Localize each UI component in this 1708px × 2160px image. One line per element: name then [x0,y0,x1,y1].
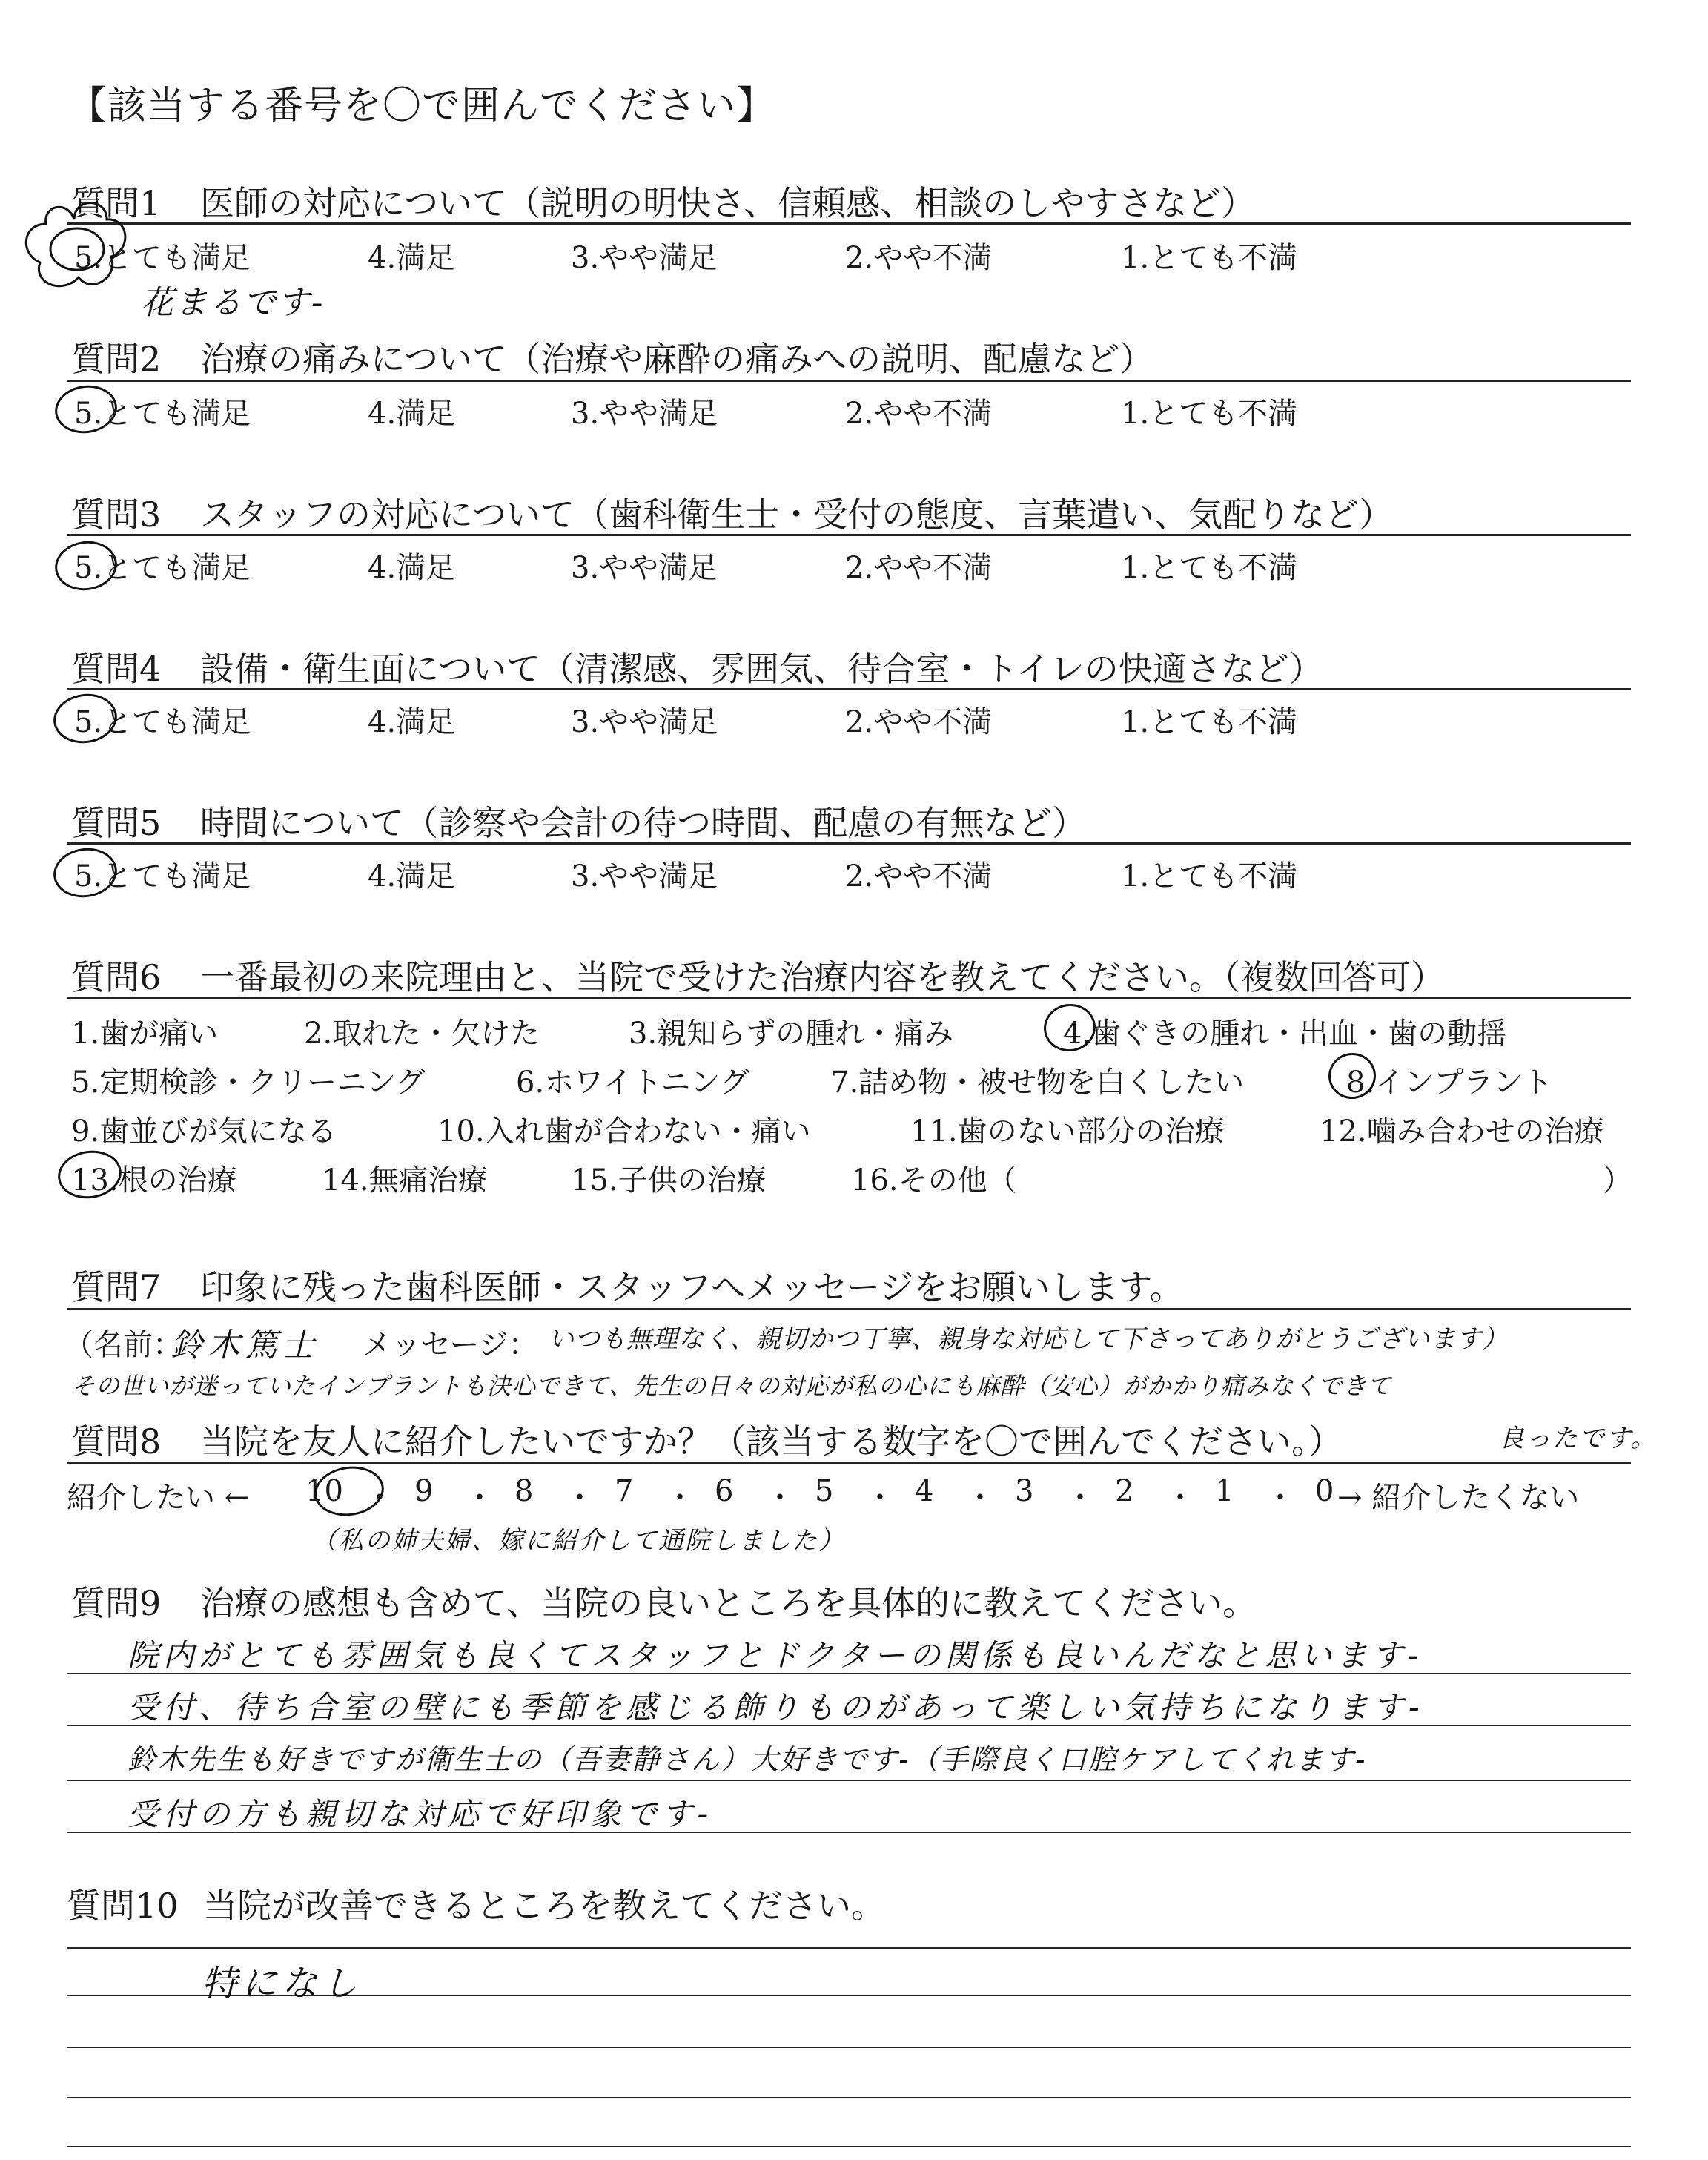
q7-rule [67,1308,1631,1310]
q8-left-label: 紹介したい ← [67,1481,250,1515]
q1-text: 医師の対応について（説明の明快さ、信頼感、相談のしやすさなど） [200,183,1256,223]
q5-label: 質問5 [71,803,162,843]
q8-scale-row [305,1474,1334,1515]
q6-rule [67,997,1631,999]
q8-scale-separator: ・ [665,1481,695,1515]
q3-text: スタッフの対応について（歯科衛生士・受付の態度、言葉遣い、気配りなど） [200,495,1394,535]
q8-scale-separator: ・ [1065,1481,1095,1515]
q2-label: 質問2 [71,339,162,379]
q10-text: 当院が改善できるところを教えてください。 [203,1886,885,1926]
q8-scale-separator: ・ [1165,1481,1195,1515]
q6-opt-3[interactable]: 3.親知らずの腫れ・痛み [629,1017,954,1051]
q6-label: 質問6 [71,957,162,997]
flower-circle-mark [16,175,142,308]
q1-hand-note: 花まるです- [141,284,325,322]
q1-opt-4[interactable]: 4.満足 [368,241,456,275]
q4-text: 設備・衛生面について（清潔感、雰囲気、待合室・トイレの快適さなど） [200,649,1323,689]
q2-opt-4[interactable]: 4.満足 [368,397,456,431]
q5-opt-4[interactable]: 4.満足 [368,859,456,894]
form-header: 【該当する番号を〇で囲んでください】 [68,84,776,128]
q5-opt-5[interactable]: 5.とても満足 [74,859,251,894]
q1-label: 質問1 [71,183,162,223]
q8-scale-separator: ・ [565,1481,595,1515]
q6-opt-15[interactable]: 15.子供の治療 [571,1163,767,1198]
q8-scale-separator: ・ [365,1481,394,1515]
q6-opt-12[interactable]: 12.噛み合わせの治療 [1320,1114,1604,1149]
q2-opt-2[interactable]: 2.やや不満 [845,397,993,431]
q6-opt-8[interactable]: 8.インプラント [1346,1066,1553,1100]
q8-hand-comment: （私の姉夫婦、嫁に紹介して通院しました） [311,1526,845,1556]
q9-answer-line-1: 院内がとても雰囲気も良くてスタッフとドクターの関係も良いんだなと思います- [128,1637,1423,1674]
q8-scale-10[interactable]: 10 [305,1474,343,1508]
q9-line-rule-3 [67,1780,1631,1781]
q10-line-rule-3 [67,2047,1631,2048]
q8-scale-6[interactable]: 6 [715,1474,734,1508]
q7-label: 質問7 [71,1267,162,1307]
q9-answer-line-2: 受付、待ち合室の壁にも季節を感じる飾りものがあって楽しい気持ちになります- [128,1689,1424,1725]
q8-scale-separator: ・ [1265,1481,1295,1515]
q6-opt-4[interactable]: 4.歯ぐきの腫れ・出血・歯の動揺 [1063,1017,1507,1051]
q6-opt-2[interactable]: 2.取れた・欠けた [304,1017,540,1051]
q8-scale-separator: ・ [865,1481,895,1515]
q4-opt-5[interactable]: 5.とても満足 [74,705,251,739]
q8-scale-8[interactable]: 8 [514,1474,534,1508]
q8-label: 質問8 [71,1421,162,1462]
q7-message-line1: いつも無理なく、親切かつ丁寧、親身な対応して下さってありがとうございます） [549,1324,1509,1354]
q8-scale-separator: ・ [965,1481,995,1515]
q8-scale-5[interactable]: 5 [815,1474,834,1508]
q8-scale-separator: ・ [465,1481,494,1515]
q4-opt-2[interactable]: 2.やや不満 [845,705,993,739]
q8-scale-1[interactable]: 1 [1215,1474,1234,1508]
q3-opt-1[interactable]: 1.とても不満 [1121,551,1298,585]
q2-opt-3[interactable]: 3.やや満足 [571,397,718,431]
q4-label: 質問4 [71,649,162,689]
q6-opt-7[interactable]: 7.詰め物・被せ物を白くしたい [830,1066,1245,1100]
q6-opt-16[interactable]: 16.その他（ [851,1163,1017,1198]
q9-answer-line-4: 受付の方も親切な対応で好印象です- [128,1796,713,1832]
q7-message-line2: その世いが迷っていたインプラントも決心できて、先生の日々の対応が私の心にも麻酔（安心）がかかり痛みなくできて [71,1372,1392,1400]
q8-text: 当院を友人に紹介したいですか？（該当する数字を〇で囲んでください。） [200,1421,1343,1462]
q8-scale-7[interactable]: 7 [615,1474,634,1508]
q6-text: 一番最初の来院理由と、当院で受けた治療内容を教えてください。（複数回答可） [200,957,1445,997]
q10-line-rule-1 [67,1947,1631,1949]
q3-opt-4[interactable]: 4.満足 [368,551,456,585]
q8-scale-separator: ・ [765,1481,795,1515]
q3-opt-5[interactable]: 5.とても満足 [74,551,251,585]
q4-opt-4[interactable]: 4.満足 [368,705,456,739]
q7-message-label: メッセージ： [362,1328,538,1362]
q6-opt-16-close: ） [1603,1163,1632,1198]
q8-scale-2[interactable]: 2 [1115,1474,1134,1508]
q10-line-rule-4 [67,2097,1631,2098]
q1-opt-3[interactable]: 3.やや満足 [571,241,718,275]
q8-rule [67,1462,1631,1464]
q6-opt-9[interactable]: 9.歯並びが気になる [71,1114,337,1149]
q8-right-label: → 紹介したくない [1337,1481,1580,1515]
q10-answer: 特になし [202,1963,363,2004]
q7-text: 印象に残った歯科医師・スタッフへメッセージをお願いします。 [200,1267,1184,1307]
q8-scale-3[interactable]: 3 [1015,1474,1034,1508]
q6-opt-11[interactable]: 11.歯のない部分の治療 [910,1114,1225,1149]
q1-opt-5[interactable]: 5.とても満足 [74,241,251,275]
q6-opt-5[interactable]: 5.定期検診・クリーニング [71,1066,426,1100]
q9-answer-line-3: 鈴木先生も好きですが衛生士の（吾妻静さん）大好きです-（手際良く口腔ケアしてくれます- [128,1743,1367,1776]
q2-rule [67,380,1631,382]
q2-text: 治療の痛みについて（治療や麻酔の痛みへの説明、配慮など） [200,339,1154,379]
q6-opt-10[interactable]: 10.入れ歯が合わない・痛い [437,1114,811,1149]
q4-rule [67,688,1631,690]
q3-opt-3[interactable]: 3.やや満足 [571,551,718,585]
q6-opt-1[interactable]: 1.歯が痛い [71,1017,219,1051]
q3-label: 質問3 [71,495,162,535]
q10-line-rule-5 [67,2146,1631,2147]
q10-label: 質問10 [67,1886,179,1926]
q5-text: 時間について（診察や会計の待つ時間、配慮の有無など） [200,803,1087,843]
q5-opt-3[interactable]: 3.やや満足 [571,859,718,894]
q5-opt-2[interactable]: 2.やや不満 [845,859,993,894]
q9-label: 質問9 [71,1583,162,1623]
q8-scale-9[interactable]: 9 [414,1474,434,1508]
q2-opt-1[interactable]: 1.とても不満 [1121,397,1298,431]
q5-opt-1[interactable]: 1.とても不満 [1121,859,1298,894]
q6-opt-14[interactable]: 14.無痛治療 [322,1163,488,1198]
q7-name-value: 鈴木篤士 [171,1327,319,1364]
q9-text: 治療の感想も含めて、当院の良いところを具体的に教えてください。 [200,1583,1257,1623]
q2-opt-5[interactable]: 5.とても満足 [74,397,251,431]
q6-opt-13[interactable]: 13.根の治療 [71,1163,237,1198]
q4-opt-3[interactable]: 3.やや満足 [571,705,718,739]
q8-scale-4[interactable]: 4 [915,1474,934,1508]
q7-name-label: （名前： [64,1328,182,1362]
q3-opt-2[interactable]: 2.やや不満 [845,551,993,585]
q5-rule [67,842,1631,845]
q1-rule [67,222,1631,225]
q8-scale-0[interactable]: 0 [1315,1474,1334,1508]
q6-opt-6[interactable]: 6.ホワイトニング [516,1066,749,1100]
q8-hand-note: 良ったです。 [1499,1424,1658,1453]
q1-opt-2[interactable]: 2.やや不満 [845,241,993,275]
q4-opt-1[interactable]: 1.とても不満 [1121,705,1298,739]
q1-opt-1[interactable]: 1.とても不満 [1121,241,1298,275]
q3-rule [67,534,1631,536]
